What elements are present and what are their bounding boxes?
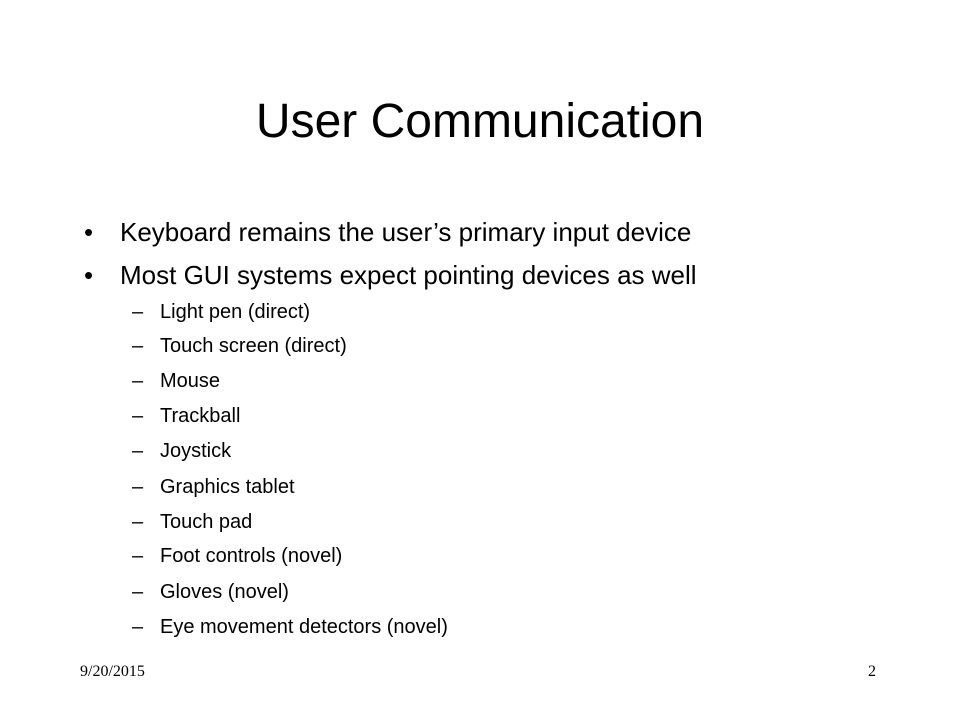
sub-bullet-item: [132, 614, 448, 640]
sub-bullet-marker: –: [132, 545, 144, 567]
sub-bullet-marker: –: [132, 405, 144, 427]
sub-bullet-text: Touch screen (direct): [160, 335, 347, 357]
sub-bullet-text: Eye movement detectors (novel): [160, 616, 448, 638]
bullet-text: Most GUI systems expect pointing devices as well: [120, 260, 697, 290]
bullet-marker: •: [84, 217, 94, 247]
sub-bullet-text: Foot controls (novel): [160, 545, 343, 567]
sub-bullet-marker: –: [132, 511, 144, 533]
sub-bullet-text: Light pen (direct): [160, 301, 311, 323]
sub-bullet-text: Graphics tablet: [160, 476, 295, 498]
sub-bullet-text: Trackball: [160, 405, 241, 427]
sub-bullet-marker: –: [132, 335, 144, 357]
sub-bullet-item: [132, 368, 220, 394]
bullet-item: [84, 259, 697, 291]
page-number: 2: [868, 663, 876, 680]
sub-bullet-text: Touch pad: [160, 511, 253, 533]
bullet-item: [84, 216, 691, 248]
sub-bullet-item: [132, 474, 295, 500]
sub-bullet-item: [132, 299, 310, 325]
footer-date: 9/20/2015: [80, 663, 145, 680]
sub-bullet-item: [132, 543, 342, 569]
sub-bullet-item: [132, 438, 231, 464]
sub-bullet-marker: –: [132, 440, 144, 462]
sub-bullet-marker: –: [132, 301, 144, 323]
sub-bullet-item: [132, 333, 347, 359]
bullet-marker: •: [84, 260, 94, 290]
slide-title: User Communication: [255, 95, 705, 148]
sub-bullet-text: Mouse: [160, 370, 221, 392]
bullet-text: Keyboard remains the user’s primary input device: [120, 217, 692, 247]
sub-bullet-marker: –: [132, 581, 144, 603]
sub-bullet-item: [132, 403, 240, 429]
sub-bullet-item: [132, 509, 252, 535]
sub-bullet-marker: –: [132, 476, 144, 498]
sub-bullet-marker: –: [132, 616, 144, 638]
sub-bullet-item: [132, 579, 289, 605]
sub-bullet-text: Gloves (novel): [160, 581, 289, 603]
sub-bullet-marker: –: [132, 370, 144, 392]
sub-bullet-text: Joystick: [160, 440, 232, 462]
